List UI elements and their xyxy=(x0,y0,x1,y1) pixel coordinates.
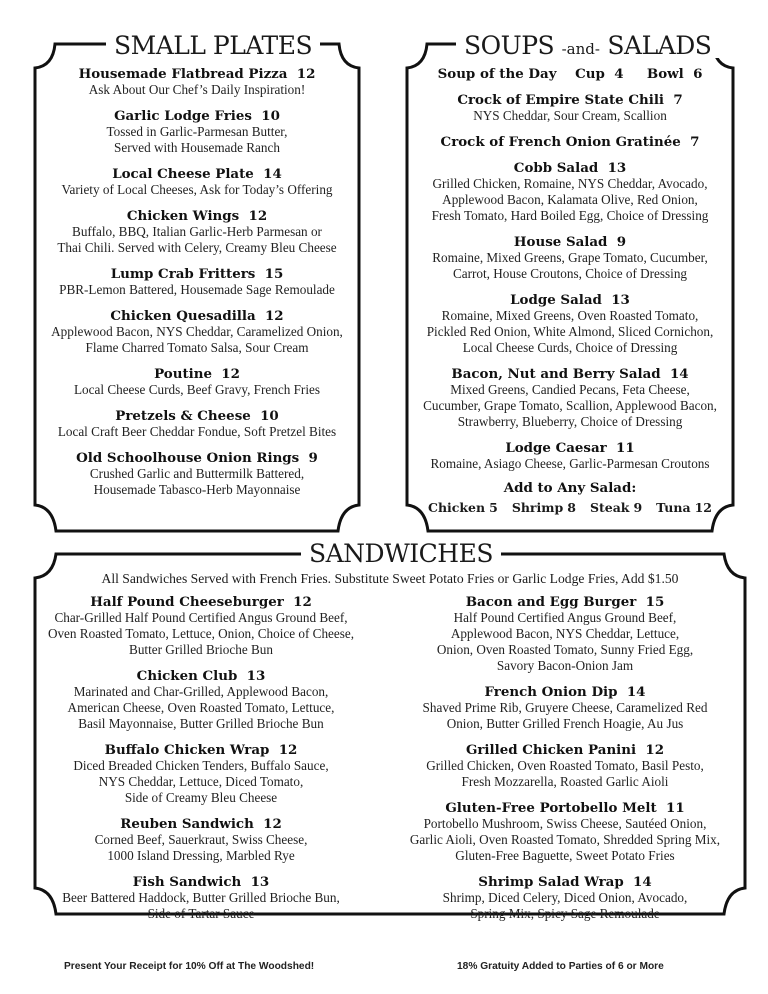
item-title: Lump Crab Fritters xyxy=(110,266,256,282)
description-line: Garlic Aioli, Oven Roasted Tomato, Shredded Spring Mix, xyxy=(409,832,721,847)
item-title: Reuben Sandwich xyxy=(120,816,254,832)
item-title: Crock of French Onion Gratinée xyxy=(440,134,681,150)
description-line: Flame Charred Tomato Salsa, Sour Cream xyxy=(85,340,309,355)
description-line: Variety of Local Cheeses, Ask for Today’s Offering xyxy=(61,182,333,197)
item-title: Grilled Chicken Panini xyxy=(465,742,637,758)
small-plates-title: SMALL PLATES xyxy=(106,33,320,58)
description-line: Ask About Our Chef’s Daily Inspiration! xyxy=(88,82,306,97)
description-line: Carrot, House Croutons, Choice of Dressing xyxy=(452,266,688,281)
addon-price: 5 xyxy=(489,500,498,515)
soups-salads-title-left: SOUPS xyxy=(464,31,555,60)
item-title: Local Cheese Plate xyxy=(112,166,254,182)
item-price: 12 xyxy=(293,594,312,610)
item-price: 12 xyxy=(248,208,268,224)
description-line: Buffalo, BBQ, Italian Garlic-Herb Parmesan or xyxy=(72,224,322,239)
addon-price: 9 xyxy=(633,500,643,515)
description-line: Applewood Bacon, NYS Cheddar, Caramelized Onion, xyxy=(51,324,343,339)
item-price: 12 xyxy=(645,742,665,758)
item-price: 12 xyxy=(296,66,316,82)
description-line: PBR-Lemon Battered, Housemade Sage Remoulade xyxy=(59,282,335,297)
description-line: Marinated and Char-Grilled, Applewood Bacon, xyxy=(73,684,329,699)
description-line: Grilled Chicken, Romaine, NYS Cheddar, Avocado, xyxy=(432,176,708,191)
description-line: Grilled Chicken, Oven Roasted Tomato, Basil Pesto, xyxy=(426,758,704,773)
description-line: Butter Grilled Brioche Bun xyxy=(129,642,273,657)
description-line: 1000 Island Dressing, Marbled Rye xyxy=(107,848,295,863)
item-title: Crock of Empire State Chili xyxy=(457,92,665,108)
item-price: 13 xyxy=(250,874,270,890)
description-line: Pickled Red Onion, White Almond, Sliced Cornichon, xyxy=(426,324,714,339)
item-price: 9 xyxy=(616,234,627,250)
item-price: 7 xyxy=(690,134,700,150)
item-price: 12 xyxy=(221,366,240,382)
description-line: Savory Bacon-Onion Jam xyxy=(496,658,634,673)
item-title: Old Schoolhouse Onion Rings xyxy=(76,450,300,466)
addon-label: Shrimp xyxy=(511,500,564,515)
description-line: Romaine, Mixed Greens, Grape Tomato, Cucumber, xyxy=(432,250,708,265)
description-line: American Cheese, Oven Roasted Tomato, Lettuce, xyxy=(67,700,335,715)
item-price: 7 xyxy=(673,92,683,108)
item-price: 15 xyxy=(264,266,284,282)
description-line: Shaved Prime Rib, Gruyere Cheese, Caramelized Red xyxy=(422,700,708,715)
item-title: Fish Sandwich xyxy=(132,874,242,890)
item-title: Bacon, Nut and Berry Salad xyxy=(451,366,661,382)
bowl-label: Bowl xyxy=(646,66,684,82)
description-line: Mixed Greens, Candied Pecans, Feta Cheese, xyxy=(450,382,690,397)
soups-salads-title-mid: -and- xyxy=(561,40,600,58)
item-title: French Onion Dip xyxy=(484,684,618,700)
item-price: 12 xyxy=(264,308,284,324)
description-line: Side of Tartar Sauce xyxy=(147,906,255,921)
soup-of-day-label: Soup of the Day xyxy=(437,66,557,82)
addons-title: Add to Any Salad: xyxy=(503,480,637,496)
item-title: Buffalo Chicken Wrap xyxy=(104,742,270,758)
item-price: 9 xyxy=(308,450,318,466)
description-line: Cucumber, Grape Tomato, Scallion, Applewood Bacon, xyxy=(423,398,717,413)
item-title: Bacon and Egg Burger xyxy=(465,594,637,610)
description-line: Half Pound Certified Angus Ground Beef, xyxy=(453,610,677,625)
item-price: 12 xyxy=(263,816,282,832)
item-title: Lodge Salad xyxy=(510,292,602,308)
description-line: Strawberry, Blueberry, Choice of Dressing xyxy=(457,414,683,429)
description-line: Fresh Mozzarella, Roasted Garlic Aioli xyxy=(461,774,669,789)
description-line: Portobello Mushroom, Swiss Cheese, Sautéed Onion, xyxy=(423,816,707,831)
item-price: 12 xyxy=(278,742,298,758)
item-title: Shrimp Salad Wrap xyxy=(478,874,624,890)
description-line: Corned Beef, Sauerkraut, Swiss Cheese, xyxy=(94,832,308,847)
description-line: Shrimp, Diced Celery, Diced Onion, Avocado, xyxy=(442,890,688,905)
item-title: Garlic Lodge Fries xyxy=(114,108,252,124)
description-line: Onion, Oven Roasted Tomato, Sunny Fried Egg, xyxy=(436,642,694,657)
item-title: Cobb Salad xyxy=(513,160,599,176)
cup-label: Cup xyxy=(575,66,605,82)
description-line: Gluten-Free Baguette, Sweet Potato Fries xyxy=(455,848,675,863)
footer-gratuity-note: 18% Gratuity Added to Parties of 6 or More xyxy=(457,961,664,972)
addon-price: 12 xyxy=(694,500,712,515)
item-price: 14 xyxy=(263,166,282,182)
item-price: 13 xyxy=(246,668,266,684)
item-title: Gluten-Free Portobello Melt xyxy=(445,800,657,816)
description-line: Romaine, Mixed Greens, Oven Roasted Tomato, xyxy=(441,308,699,323)
description-line: Housemade Tabasco-Herb Mayonnaise xyxy=(93,482,301,497)
soups-salads-title-right: SALADS xyxy=(607,31,712,60)
description-line: Crushed Garlic and Buttermilk Battered, xyxy=(89,466,305,481)
item-price: 13 xyxy=(607,160,627,176)
item-price: 11 xyxy=(666,800,685,816)
description-line: Spring Mix, Spicy Sage Remoulade xyxy=(470,906,660,921)
sandwiches-note: All Sandwiches Served with French Fries. Substitute Sweet Potato Fries or Garlic Lodge Fries, Add $1.50 xyxy=(101,571,679,586)
sandwiches-title: SANDWICHES xyxy=(301,541,501,566)
description-line: NYS Cheddar, Sour Cream, Scallion xyxy=(473,108,667,123)
item-title: Chicken Club xyxy=(136,668,238,684)
item-title: Housemade Flatbread Pizza xyxy=(78,66,288,82)
description-line: Tossed in Garlic-Parmesan Butter, xyxy=(106,124,288,139)
item-title: House Salad xyxy=(513,234,608,250)
description-line: Side of Creamy Bleu Cheese xyxy=(124,790,278,805)
description-line: Oven Roasted Tomato, Lettuce, Onion, Choice of Cheese, xyxy=(47,626,355,641)
description-line: Onion, Butter Grilled French Hoagie, Au Jus xyxy=(446,716,684,731)
description-line: NYS Cheddar, Lettuce, Diced Tomato, xyxy=(98,774,304,789)
addon-label: Steak xyxy=(589,500,630,515)
addon-price: 8 xyxy=(567,500,576,515)
description-line: Beer Battered Haddock, Butter Grilled Brioche Bun, xyxy=(62,890,340,905)
description-line: Applewood Bacon, Kalamata Olive, Red Onion, xyxy=(442,192,698,207)
description-line: Romaine, Asiago Cheese, Garlic-Parmesan Croutons xyxy=(430,456,710,471)
footer-receipt-note: Present Your Receipt for 10% Off at The Woodshed! xyxy=(64,961,315,972)
addon-label: Chicken xyxy=(428,500,486,515)
description-line: Diced Breaded Chicken Tenders, Buffalo Sauce, xyxy=(73,758,329,773)
description-line: Applewood Bacon, NYS Cheddar, Lettuce, xyxy=(450,626,680,641)
description-line: Local Cheese Curds, Choice of Dressing xyxy=(462,340,678,355)
description-line: Fresh Tomato, Hard Boiled Egg, Choice of Dressing xyxy=(431,208,709,223)
item-price: 15 xyxy=(645,594,665,610)
item-price: 14 xyxy=(626,684,646,700)
item-price: 14 xyxy=(669,366,689,382)
bowl-price: 6 xyxy=(693,66,703,82)
item-title: Pretzels & Cheese xyxy=(115,408,251,424)
item-title: Chicken Quesadilla xyxy=(110,308,256,324)
description-line: Local Craft Beer Cheddar Fondue, Soft Pretzel Bites xyxy=(57,424,337,439)
description-line: Thai Chili. Served with Celery, Creamy Bleu Cheese xyxy=(57,240,337,255)
item-price: 10 xyxy=(261,108,280,124)
description-line: Char-Grilled Half Pound Certified Angus Ground Beef, xyxy=(54,610,348,625)
description-line: Served with Housemade Ranch xyxy=(114,140,280,155)
item-title: Half Pound Cheeseburger xyxy=(90,594,284,610)
item-price: 10 xyxy=(260,408,279,424)
description-line: Local Cheese Curds, Beef Gravy, French Fries xyxy=(74,382,320,397)
item-price: 13 xyxy=(611,292,630,308)
cup-price: 4 xyxy=(614,66,624,82)
item-price: 11 xyxy=(616,440,635,456)
item-title: Poutine xyxy=(154,366,212,382)
description-line: Basil Mayonnaise, Butter Grilled Brioche Bun xyxy=(78,716,324,731)
item-title: Chicken Wings xyxy=(126,208,240,224)
addon-label: Tuna xyxy=(656,500,691,515)
item-title: Lodge Caesar xyxy=(505,440,607,456)
item-price: 14 xyxy=(633,874,652,890)
